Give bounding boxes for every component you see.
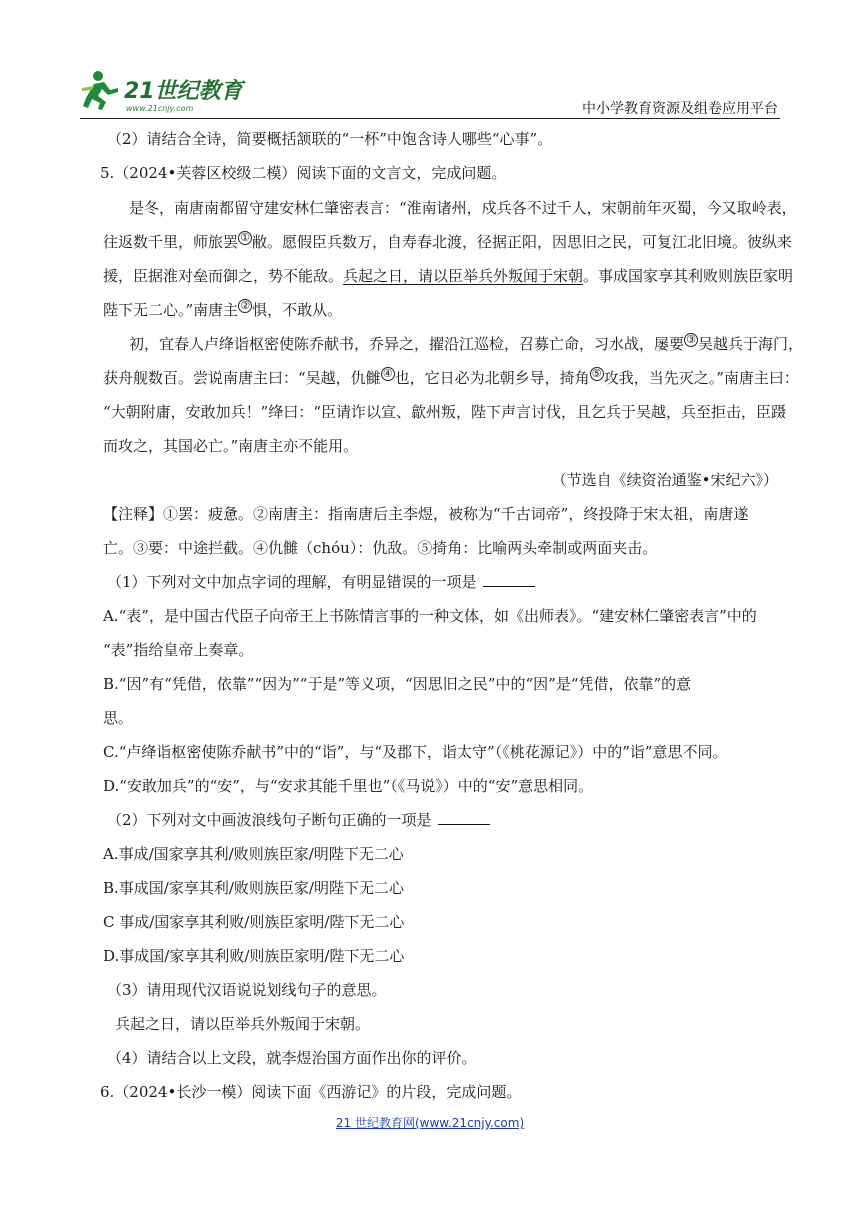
- question-5-heading: 5.（2024•芙蓉区校级二模）阅读下面的文言文，完成问题。: [100, 164, 507, 182]
- page-header: [0, 0, 860, 122]
- option-a: A.“表”，是中国古代臣子向帝王上书陈情言事的一种文体，如《出师表》。“建安林仁肇密表言”中的: [103, 607, 757, 625]
- note-marker: ④: [381, 367, 395, 381]
- svg-text:www.21cnjy.com: www.21cnjy.com: [126, 104, 194, 113]
- question-5-2: （2）下列对文中画波浪线句子断句正确的一项是: [107, 809, 490, 830]
- question-5-3: （3）请用现代汉语说说划线句子的意思。: [107, 981, 387, 999]
- option-d: D.“安敢加兵”的“安”，与“安求其能千里也”（《马说》）中的“安”意思相同。: [103, 777, 594, 795]
- question-4-2: （2）请结合全诗，简要概括颔联的“一杯”中饱含诗人哪些“心事”。: [107, 130, 553, 148]
- footer-link[interactable]: 21 世纪教育网(www.21cnjy.com): [335, 1116, 525, 1130]
- option-a: A.事成/国家享其利/败则族臣家/明陛下无二心: [103, 845, 404, 863]
- passage-line: 陛下无二心。”南唐主 ② 惧，不敢从。: [103, 299, 343, 319]
- answer-blank: [438, 812, 490, 825]
- option-b: B.事成国/家享其利/败则族臣家/明陛下无二心: [103, 879, 404, 897]
- option-b-cont: 思。: [103, 709, 134, 727]
- annotation-line: 【注释】①罢：疲惫。②南唐主：指南唐后主李煜，被称为“千古词帝”，终投降于宋太祖，南唐遂: [103, 505, 749, 523]
- note-marker: ①: [238, 231, 252, 245]
- passage-line: 获舟舰数百。尝说南唐主曰：“吴越，仇雠 ④ 也，它日必为北朝乡导，掎角 ⑤ 攻我，当先灭之。”南唐主曰：: [103, 367, 799, 387]
- quoted-sentence: 兵起之日，请以臣举兵外叛闻于宋朝。: [115, 1015, 371, 1033]
- option-b: B.“因”有“凭借，依靠”“因为”“于是”等义项，“因思旧之民”中的“因”是“凭借，依靠”的意: [103, 675, 692, 693]
- question-6-heading: 6.（2024•长沙一模）阅读下面《西游记》的片段，完成问题。: [100, 1083, 522, 1101]
- question-5-4: （4）请结合以上文段，就李煜治国方面作出你的评价。: [107, 1049, 477, 1067]
- passage-line: 而攻之，其国必亡。”南唐主亦不能用。: [103, 437, 359, 455]
- passage-line: 往返数千里，师旅罢 ① 敝。愿假臣兵数万，自寿春北渡，径据正阳，因思旧之民，可复江北旧境。彼纵来: [103, 231, 793, 251]
- question-5-1: （1）下列对文中加点字词的理解，有明显错误的一项是: [107, 571, 535, 592]
- passage-line: 援，臣据淮对垒而御之，势不能敌。兵起之日，请以臣举兵外叛闻于宋朝。事成国家享其利败则族臣家明: [103, 267, 794, 285]
- option-c: C 事成/国家享其利败/则族臣家明/陛下无二心: [103, 913, 405, 931]
- svg-text:21世纪教育: 21世纪教育: [124, 79, 243, 104]
- note-marker: ⑤: [590, 367, 604, 381]
- source-citation: （节选自《续资治通鉴•宋纪六》）: [551, 471, 778, 489]
- site-logo: [80, 68, 250, 114]
- passage-line: 初，宜春人卢绛诣枢密使陈乔献书，乔异之，擢沿江巡检，召募亡命，习水战，屡要 ③ 吴越兵于海门，: [129, 333, 804, 353]
- header-divider: [80, 118, 780, 119]
- note-marker: ③: [684, 333, 698, 347]
- option-a-cont: “表”指给皇帝上奏章。: [103, 641, 254, 659]
- platform-title: 中小学教育资源及组卷应用平台: [582, 101, 778, 117]
- answer-blank: [483, 574, 535, 587]
- option-c: C.“卢绛诣枢密使陈乔献书”中的“诣”，与“及郡下，诣太守”（《桃花源记》）中的”诣”意思不同。: [103, 743, 728, 761]
- underlined-sentence: 兵起之日，请以臣举兵外叛闻于宋朝: [343, 267, 584, 285]
- passage-line: 是冬，南唐南都留守建安林仁肇密表言：“淮南诸州，戍兵各不过千人，宋朝前年灭蜀，今又取岭表，: [129, 199, 797, 217]
- note-marker: ②: [238, 299, 252, 313]
- option-d: D.事成国/家享其利败/则族臣家明/陛下无二心: [103, 947, 405, 965]
- passage-line: “大朝附庸，安敢加兵！”绛曰：“臣请诈以宣、歙州叛，陛下声言讨伐，且乞兵于吴越，兵至拒击，臣蹑: [103, 403, 787, 421]
- annotation-line: 亡。③要：中途拦截。④仇雠（chóu）：仇敌。⑤掎角：比喻两头牵制或两面夹击。: [103, 539, 658, 557]
